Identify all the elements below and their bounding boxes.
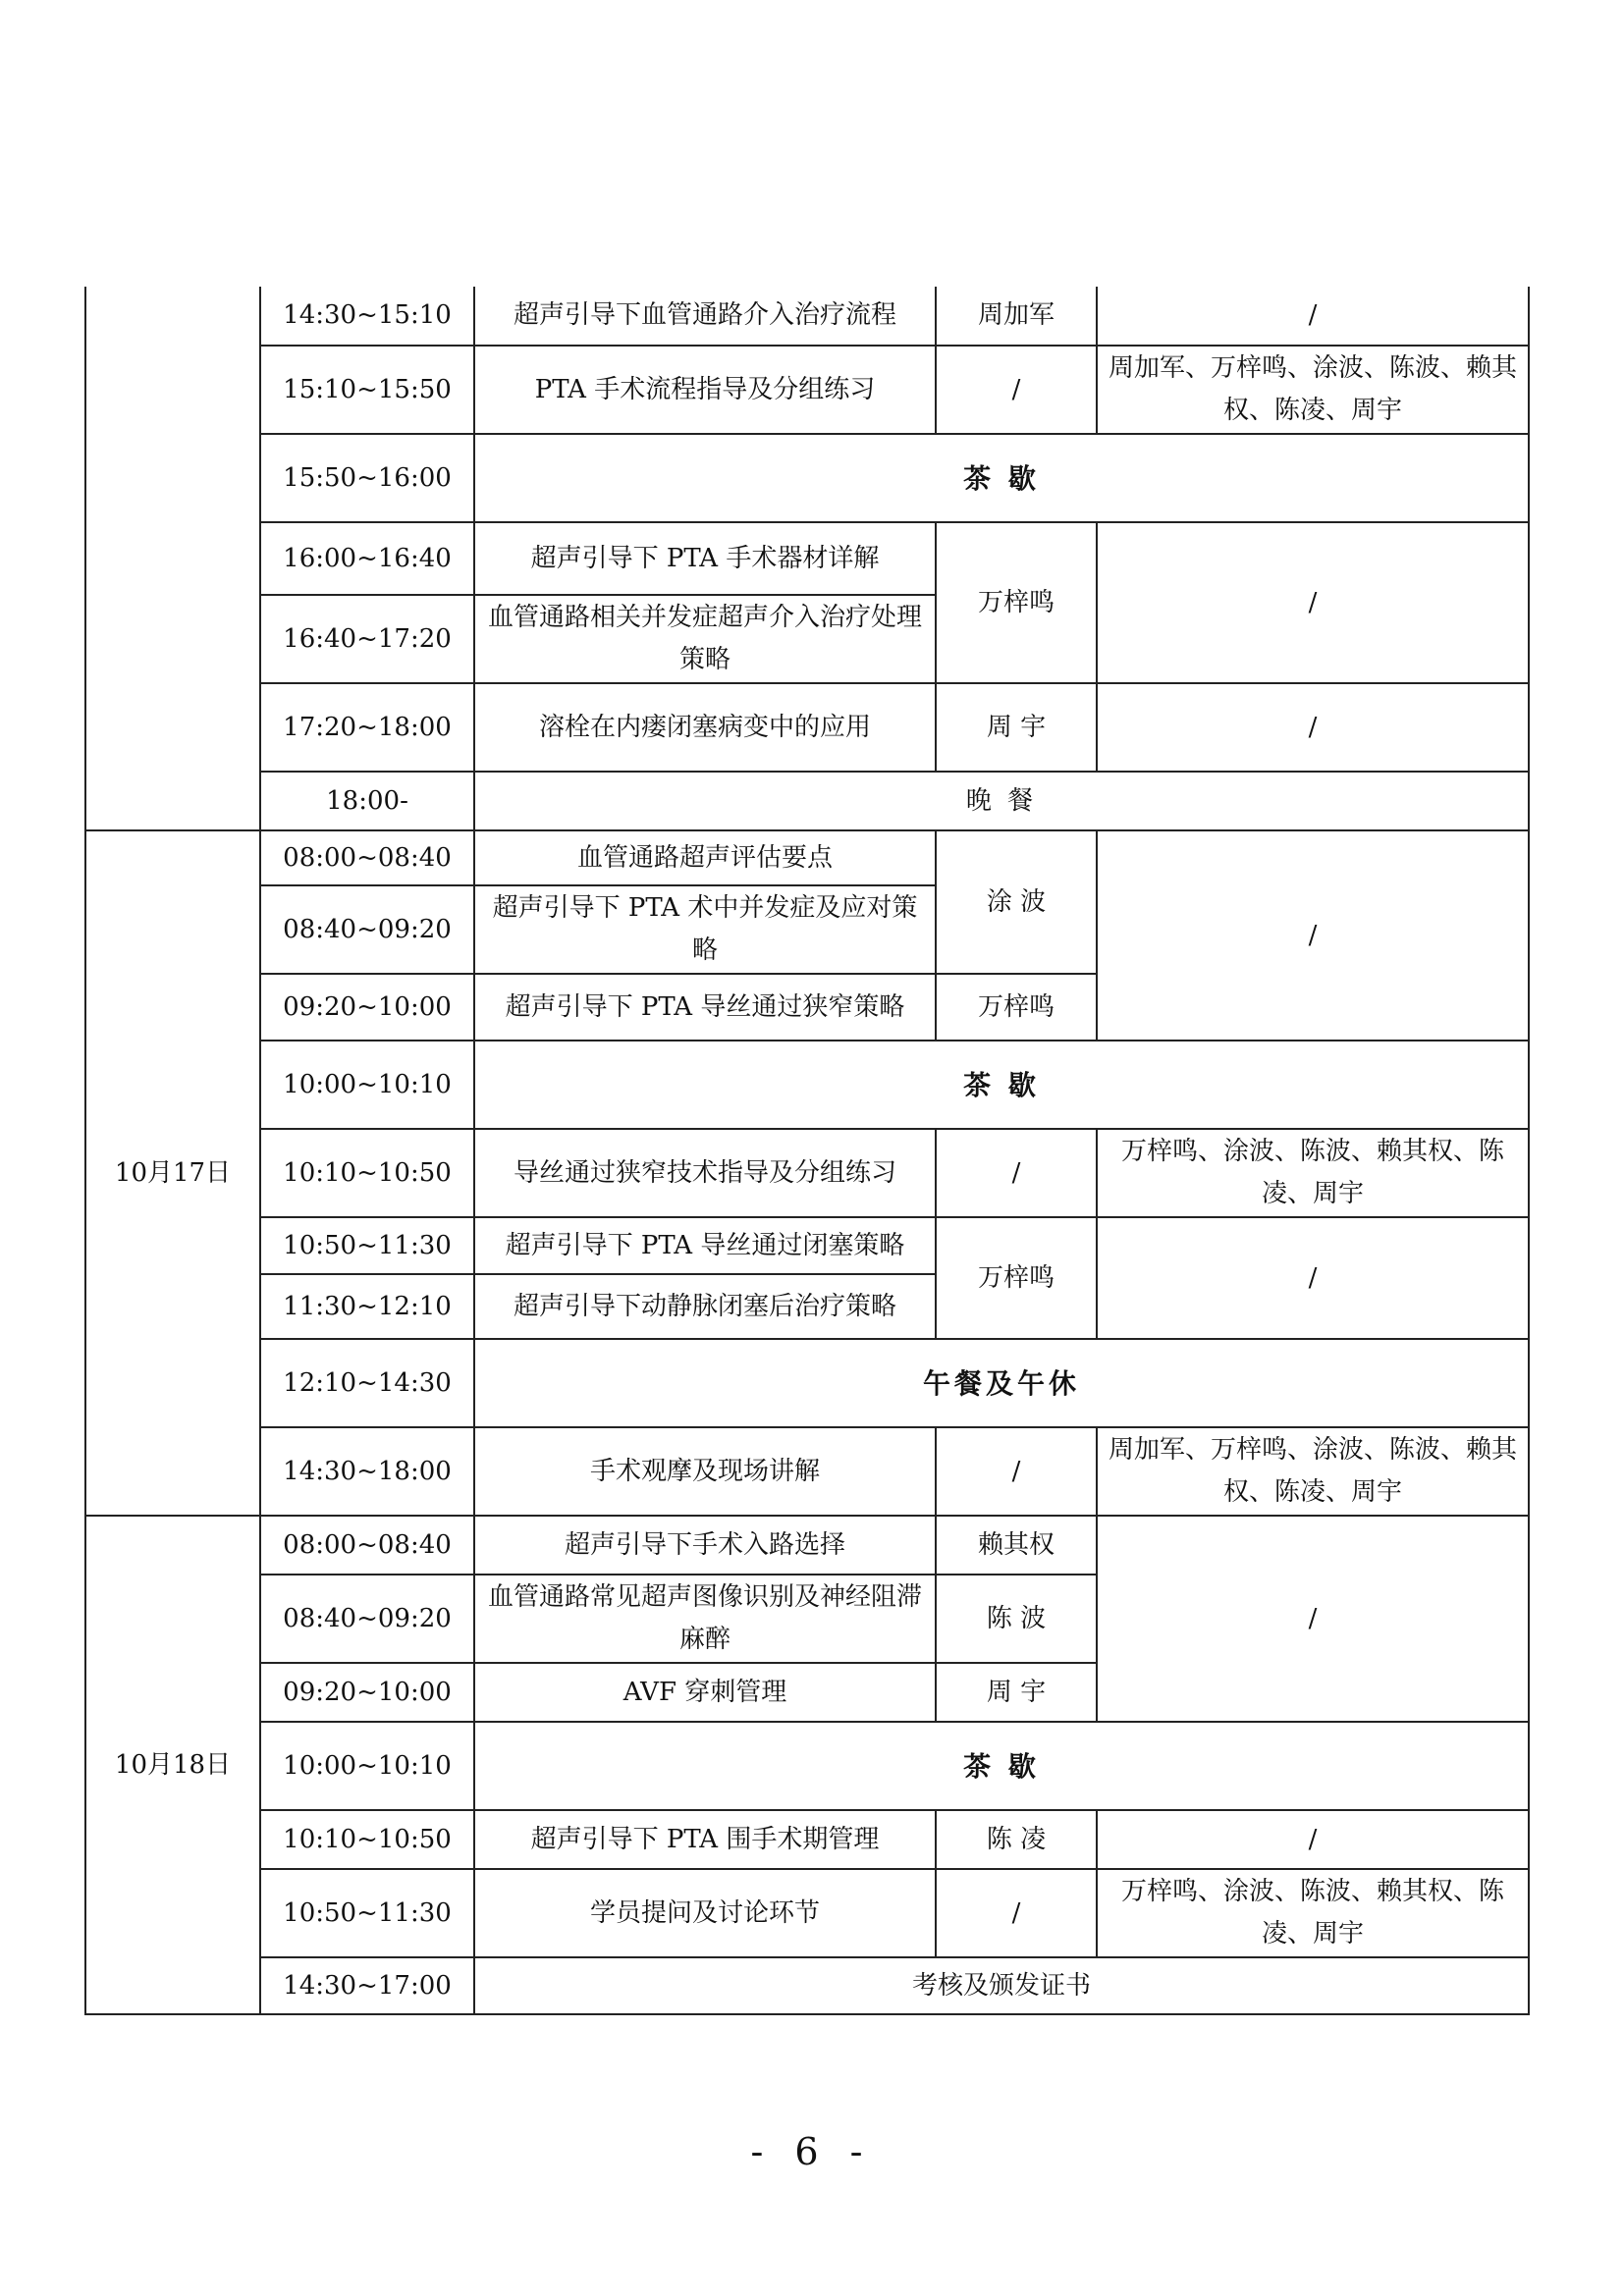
topic-cell: 血管通路常见超声图像识别及神经阻滞麻醉 [474,1575,936,1663]
speaker-cell: / [936,1869,1097,1957]
speaker-cell: / [936,1129,1097,1217]
mentors-cell: / [1097,1810,1529,1869]
topic-cell: 超声引导下 PTA 手术器材详解 [474,522,936,595]
time-cell: 16:00~16:40 [260,522,474,595]
table-row [85,346,1529,434]
time-cell: 10:50~11:30 [260,1217,474,1274]
mentors-cell: / [1097,1217,1529,1339]
speaker-cell: 万梓鸣 [936,974,1097,1041]
topic-cell: 超声引导下 PTA 围手术期管理 [474,1810,936,1869]
mentors-cell: 万梓鸣、涂波、陈波、赖其权、陈凌、周宇 [1097,1129,1529,1217]
speaker-cell: 周 宇 [936,683,1097,772]
table-row [85,1957,1529,2014]
topic-cell: 超声引导下血管通路介入治疗流程 [474,287,936,346]
time-cell: 15:10~15:50 [260,346,474,434]
time-cell: 10:00~10:10 [260,1722,474,1810]
table-row [85,1041,1529,1129]
table-row [85,434,1529,522]
tea-break-cell: 茶 歇 [474,434,1529,522]
table-row [85,1217,1529,1274]
speaker-cell: 陈 凌 [936,1810,1097,1869]
speaker-cell: 周 宇 [936,1663,1097,1722]
date-cell: 10月17日 [85,830,260,1516]
time-cell: 10:10~10:50 [260,1810,474,1869]
mentors-cell: 周加军、万梓鸣、涂波、陈波、赖其权、陈凌、周宇 [1097,1427,1529,1516]
topic-cell: 超声引导下手术入路选择 [474,1516,936,1575]
time-cell: 10:00~10:10 [260,1041,474,1129]
mentors-cell: 万梓鸣、涂波、陈波、赖其权、陈凌、周宇 [1097,1869,1529,1957]
table-row [85,1516,1529,1575]
time-cell: 14:30~17:00 [260,1957,474,2014]
time-cell: 16:40~17:20 [260,595,474,683]
time-cell: 14:30~18:00 [260,1427,474,1516]
lunch-break-cell: 午餐及午休 [474,1339,1529,1427]
tea-break-cell: 茶 歇 [474,1722,1529,1810]
topic-cell: 超声引导下 PTA 导丝通过狭窄策略 [474,974,936,1041]
time-cell: 08:00~08:40 [260,1516,474,1575]
topic-cell: 导丝通过狭窄技术指导及分组练习 [474,1129,936,1217]
time-cell: 09:20~10:00 [260,1663,474,1722]
schedule-table [84,287,1530,2015]
speaker-cell: 万梓鸣 [936,1217,1097,1339]
table-row [85,1810,1529,1869]
speaker-cell: 万梓鸣 [936,522,1097,683]
date-cell: 10月18日 [85,1516,260,2014]
mentors-cell: / [1097,830,1529,1041]
topic-cell: 超声引导下 PTA 导丝通过闭塞策略 [474,1217,936,1274]
topic-cell: 血管通路相关并发症超声介入治疗处理策略 [474,595,936,683]
table-row [85,1339,1529,1427]
time-cell: 10:10~10:50 [260,1129,474,1217]
mentors-cell: / [1097,522,1529,683]
table-row [85,683,1529,772]
tea-break-cell: 茶 歇 [474,1041,1529,1129]
topic-cell: AVF 穿刺管理 [474,1663,936,1722]
topic-cell: 超声引导下动静脉闭塞后治疗策略 [474,1274,936,1339]
table-row [85,287,1529,346]
time-cell: 08:40~09:20 [260,1575,474,1663]
time-cell: 12:10~14:30 [260,1339,474,1427]
speaker-cell: 周加军 [936,287,1097,346]
mentors-cell: 周加军、万梓鸣、涂波、陈波、赖其权、陈凌、周宇 [1097,346,1529,434]
time-cell: 09:20~10:00 [260,974,474,1041]
table-row [85,1129,1529,1217]
time-cell: 10:50~11:30 [260,1869,474,1957]
date-cell [85,287,260,830]
table-row [85,1869,1529,1957]
time-cell: 14:30~15:10 [260,287,474,346]
speaker-cell: / [936,1427,1097,1516]
time-cell: 08:40~09:20 [260,885,474,974]
table-row [85,772,1529,830]
page-number: - 6 - [750,2130,873,2173]
table-row [85,830,1529,885]
mentors-cell: / [1097,287,1529,346]
table-row [85,1427,1529,1516]
time-cell: 18:00- [260,772,474,830]
time-cell: 17:20~18:00 [260,683,474,772]
mentors-cell: / [1097,1516,1529,1722]
mentors-cell: / [1097,683,1529,772]
topic-cell: PTA 手术流程指导及分组练习 [474,346,936,434]
topic-cell: 学员提问及讨论环节 [474,1869,936,1957]
speaker-cell: / [936,346,1097,434]
time-cell: 08:00~08:40 [260,830,474,885]
table-row [85,522,1529,595]
topic-cell: 手术观摩及现场讲解 [474,1427,936,1516]
speaker-cell: 赖其权 [936,1516,1097,1575]
speaker-cell: 陈 波 [936,1575,1097,1663]
certificate-cell: 考核及颁发证书 [474,1957,1529,2014]
speaker-cell: 涂 波 [936,830,1097,974]
topic-cell: 溶栓在内瘘闭塞病变中的应用 [474,683,936,772]
topic-cell: 血管通路超声评估要点 [474,830,936,885]
table-row [85,1722,1529,1810]
time-cell: 15:50~16:00 [260,434,474,522]
dinner-cell: 晚 餐 [474,772,1529,830]
time-cell: 11:30~12:10 [260,1274,474,1339]
topic-cell: 超声引导下 PTA 术中并发症及应对策略 [474,885,936,974]
